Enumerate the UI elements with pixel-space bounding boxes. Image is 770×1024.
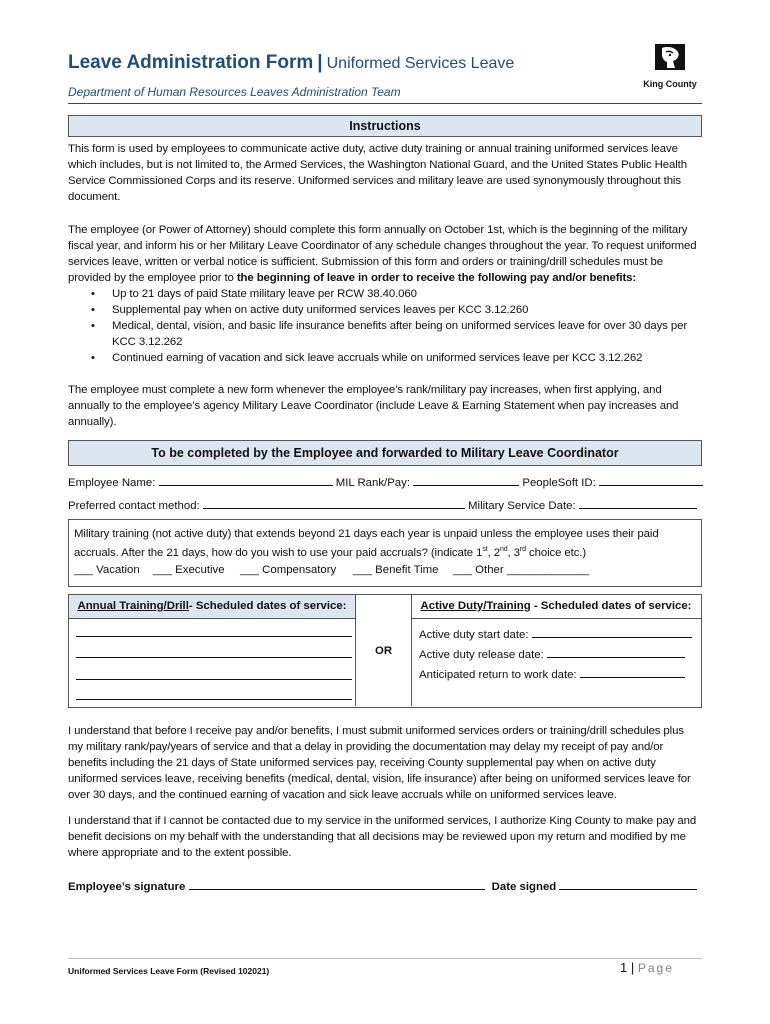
employee-section-heading: To be completed by the Employee and forwarded to Military Leave Coordinator	[68, 440, 702, 466]
return-to-work-label: Anticipated return to work date:	[419, 669, 577, 681]
benefits-list	[68, 286, 700, 366]
instructions-paragraph-2-text: The employee (or Power of Attorney) should complete this form annually on October 1st, which is the beginning of the military fiscal year, and inform his or her Military Leave Coordinator of any schedule changes throughout the year. To request uniformed services leave, written or verbal notice is sufficient. Submission of this form and orders or training/drill schedules must be provided by the employee prior to	[68, 224, 697, 284]
active-duty-start-label: Active duty start date:	[419, 629, 529, 641]
instructions-paragraph-3: The employee must complete a new form whenever the employee’s rank/military pay increases, when first applying, and annually to the employee’s agency Military Leave Coordinator (include Leave & Earning Statement when pay increases and annually).	[68, 384, 679, 428]
header-rule	[68, 103, 702, 104]
date-signed-field[interactable]	[559, 878, 697, 890]
ordinal-2: nd	[499, 546, 508, 553]
accrual-option-executive[interactable]: ___ Executive	[153, 564, 225, 576]
active-duty-release-label: Active duty release date:	[419, 649, 544, 661]
active-duty-start-field[interactable]	[532, 626, 692, 638]
ordinal-1: st	[482, 546, 488, 553]
annual-training-header	[69, 595, 355, 618]
benefit-item: • Medical, dental, vision, and basic life insurance benefits after being on uniformed services leave for over 30 days per KCC 3.12.262	[68, 318, 700, 350]
ordinal-sep-1: , 2	[487, 546, 500, 559]
employee-name-row	[68, 474, 703, 489]
service-date-label: Military Service Date:	[468, 500, 576, 512]
footer-page-indicator	[620, 960, 674, 975]
contact-row	[68, 497, 697, 512]
ordinal-sep-2: , 3	[507, 546, 520, 559]
king-county-logo-icon	[653, 42, 687, 72]
active-duty-header-underlined: Active Duty/Training	[420, 600, 531, 612]
schedule-header-rule-right	[411, 618, 701, 619]
accruals-text	[74, 526, 694, 561]
employee-name-field[interactable]	[159, 474, 333, 486]
accrual-option-other[interactable]: ___ Other _____________	[453, 564, 590, 576]
footer-rule	[68, 958, 702, 959]
page-label: Page	[637, 961, 674, 975]
instructions-heading: Instructions	[68, 115, 702, 137]
date-signed-label: Date signed	[491, 881, 557, 893]
signature-row	[68, 878, 697, 893]
return-to-work-row	[419, 666, 685, 681]
accrual-option-benefit-time[interactable]: ___ Benefit Time	[353, 564, 439, 576]
department-line: Department of Human Resources Leaves Administration Team	[68, 85, 401, 99]
page-separator: |	[630, 960, 635, 975]
page-number: 1	[620, 960, 628, 975]
or-label: OR	[374, 645, 393, 657]
annual-training-header-underlined: Annual Training/Drill	[77, 600, 189, 612]
annual-training-header-rest: - Scheduled dates of service:	[188, 600, 347, 612]
ordinal-3: rd	[519, 546, 526, 553]
contact-method-label: Preferred contact method:	[68, 500, 200, 512]
signature-label: Employee’s signature	[68, 881, 186, 893]
annual-training-line[interactable]	[76, 679, 352, 680]
schedule-header-rule-left	[68, 618, 356, 619]
mil-rank-field[interactable]	[413, 474, 519, 486]
king-county-logo	[638, 42, 702, 92]
instructions-paragraph-1: This form is used by employees to communicate active duty, active duty training or annual training uniformed services leave which includes, but is not limited to, the Armed Services, the Washington National Guard, and the United States Public Health Service Commissioned Corps and its reserve. Uniformed services and military leave are used synonymously throughout this document.	[68, 143, 687, 203]
title-main: Leave Administration Form	[68, 52, 314, 73]
accrual-option-vacation[interactable]: ___ Vacation	[74, 564, 140, 576]
acknowledgement-paragraph-2: I understand that if I cannot be contacted due to my service in the uniformed services, I authorize King County to make pay and benefit decisions on my behalf with the understanding that all decisions may be reviewed upon my return and modified by me where appropriate and to the extent possible.	[68, 815, 697, 859]
employee-name-label: Employee Name:	[68, 477, 156, 489]
instructions-paragraph-2	[68, 222, 700, 366]
active-duty-start-row	[419, 626, 692, 641]
contact-method-field[interactable]	[203, 497, 465, 509]
active-duty-header	[412, 595, 700, 618]
accruals-text-b: choice etc.)	[525, 546, 587, 559]
active-duty-release-field[interactable]	[547, 646, 685, 658]
peoplesoft-id-field[interactable]	[599, 474, 703, 486]
active-duty-release-row	[419, 646, 685, 661]
annual-training-line[interactable]	[76, 699, 352, 700]
service-date-field[interactable]	[579, 497, 697, 509]
page-title	[68, 52, 514, 74]
mil-rank-label: MIL Rank/Pay:	[335, 477, 410, 489]
title-separator: |	[317, 52, 323, 73]
signature-field[interactable]	[189, 878, 485, 890]
title-subtitle: Uniformed Services Leave	[326, 55, 515, 72]
logo-text: King County	[643, 79, 697, 89]
annual-training-line[interactable]	[76, 657, 352, 658]
annual-training-line[interactable]	[76, 636, 352, 637]
footer-form-name: Uniformed Services Leave Form (Revised 102021)	[68, 966, 270, 976]
accruals-text-a: Military training (not active duty) that extends beyond 21 days each year is unpaid unless the employee uses their paid accruals. After the 21 days, how do you wish to use your paid accruals? (indicate 1	[74, 528, 659, 559]
acknowledgement-paragraph-1: I understand that before I receive pay and/or benefits, I must submit uniformed services orders or training/drill schedules plus my military rank/pay/years of service and that a delay in providing the documentation may delay my receipt of pay and/or benefits including the 21 days of State uniformed services pay, receiving County supplemental pay when on active duty uniformed services leave, receiving benefits (medical, dental, vision, life insurance) after being on uniformed services leave for over 30 days, and the continued earning of vacation and sick leave accruals while on uniformed services leave.	[68, 725, 691, 801]
return-to-work-field[interactable]	[580, 666, 685, 678]
benefit-item: • Supplemental pay when on active duty uniformed services leaves per KCC 3.12.260	[68, 302, 700, 318]
benefit-item: • Continued earning of vacation and sick leave accruals while on uniformed services leave per KCC 3.12.262	[68, 350, 700, 366]
instructions-paragraph-2-bold: the beginning of leave in order to receive the following pay and/or benefits:	[236, 272, 637, 284]
benefit-item: • Up to 21 days of paid State military leave per RCW 38.40.060	[68, 286, 700, 302]
peoplesoft-id-label: PeopleSoft ID:	[522, 477, 596, 489]
active-duty-header-rest: - Scheduled dates of service:	[530, 600, 692, 612]
accrual-option-compensatory[interactable]: ___ Compensatory	[240, 564, 337, 576]
